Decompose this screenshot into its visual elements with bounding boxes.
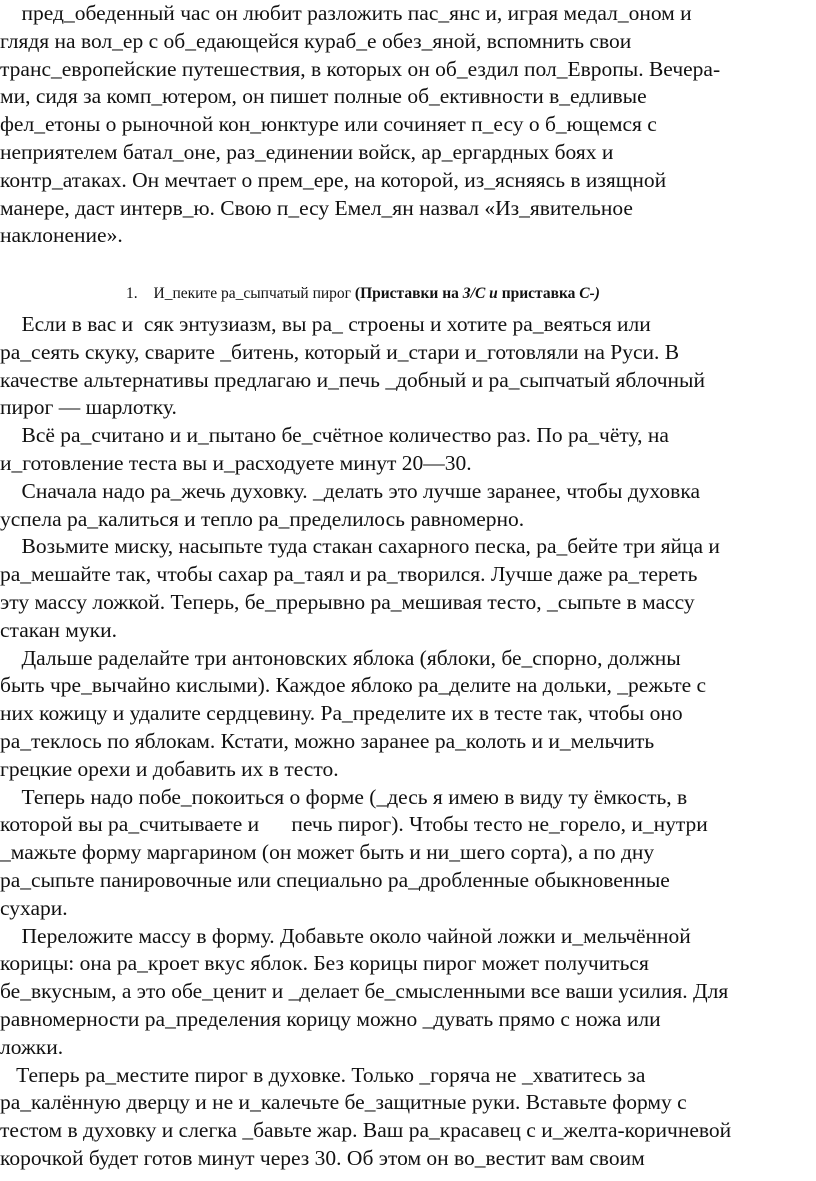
exercise-title: И_пеките ра_сыпчатый пирог xyxy=(153,285,352,302)
text-line: Теперь ра_местите пирог в духовке. Только _горяча не _хватитесь за xyxy=(0,1062,646,1087)
text-line: качестве альтернативы предлагаю и_печь _добный и ра_сыпчатый яблочный xyxy=(0,367,705,392)
text-line: манере, даст интерв_ю. Свою п_есу Емел_ян назвал «Из_явительное xyxy=(0,195,633,220)
text-line: Сначала надо ра_жечь духовку. _делать это лучше заранее, чтобы духовка xyxy=(0,478,700,503)
exercise-heading xyxy=(126,283,766,305)
exercise-topic-part1: (Приставки на xyxy=(354,285,459,302)
exercise-topic-part2: З/С и xyxy=(462,285,498,302)
text-line: неприятелем батал_оне, раз_единении войск, ар_ергардных боях и xyxy=(0,139,614,164)
text-line: Всё ра_считано и и_пытано бе_счётное количество раз. По ра_чёту, на xyxy=(0,423,669,448)
text-line: ра_сыпьте панировочные или специально ра_дробленные обыкновенные xyxy=(0,867,670,892)
text-line: пирог — шарлотку. xyxy=(0,395,177,420)
text-line: них кожицу и удалите сердцевину. Ра_пределите их в тесте так, чтобы оно xyxy=(0,701,683,726)
text-line: транс_европейские путешествия, в которых он об_ездил пол_Европы. Вечера- xyxy=(0,56,721,81)
text-line: ра_мешайте так, чтобы сахар ра_таял и ра_творился. Лучше даже ра_тереть xyxy=(0,562,698,587)
text-line: корочкой будет готов минут через 30. Об этом он во_вестит вам своим xyxy=(0,1145,645,1170)
text-line: контр_атаках. Он мечтает о прем_ере, на которой, из_ясняясь в изящной xyxy=(0,167,667,192)
text-line: равномерности ра_пределения корицу можно _дувать прямо с ножа или xyxy=(0,1006,661,1031)
text-line: Возьмите миску, насыпьте туда стакан сахарного песка, ра_бейте три яйца и xyxy=(0,534,720,559)
text-line: которой вы ра_считываете и печь пирог). Чтобы тесто не_горело, и_нутри xyxy=(0,812,708,837)
text-line: наклонение». xyxy=(0,223,123,248)
text-line: успела ра_калиться и тепло ра_пределилось равномерно. xyxy=(0,506,525,531)
text-line: ложки. xyxy=(0,1034,64,1059)
text-line: стакан муки. xyxy=(0,617,117,642)
text-line: и_готовление теста вы и_расходуете минут 20—30. xyxy=(0,450,472,475)
text-line: эту массу ложкой. Теперь, бе_прерывно ра_мешивая тесто, _сыпьте в массу xyxy=(0,589,695,614)
exercise-number: 1. xyxy=(126,285,138,302)
text-line: грецкие орехи и добавить их в тесто. xyxy=(0,756,339,781)
text-line: ра_калённую дверцу и не и_калечьте бе_защитные руки. Вставьте форму с xyxy=(0,1090,687,1115)
text-line: корицы: она ра_кроет вкус яблок. Без корицы пирог может получиться xyxy=(0,951,649,976)
text-line: глядя на вол_ер с об_едающейся кураб_е обез_яной, вспомнить свои xyxy=(0,28,632,53)
text-line: Дальше раделайте три антоновских яблока (яблоки, бе_спорно, должны xyxy=(0,645,681,670)
text-line: ра_сеять скуку, сварите _битень, который и_стари и_готовляли на Руси. В xyxy=(0,339,680,364)
text-line: бе_вкусным, а это обе_ценит и _делает бе_смысленными все ваши усилия. Для xyxy=(0,979,729,1004)
text-line: Теперь надо побе_покоиться о форме (_десь я имею в виду ту ёмкость, в xyxy=(0,784,688,809)
recipe-text xyxy=(0,311,812,1173)
text-line: быть чре_вычайно кислыми). Каждое яблоко ра_делите на дольки, _режьте с xyxy=(0,673,707,698)
text-line: ра_теклось по яблокам. Кстати, можно заранее ра_колоть и и_мельчить xyxy=(0,728,655,753)
text-line: тестом в духовку и слегка _бавьте жар. Ваш ра_красавец с и_желта-коричневой xyxy=(0,1118,732,1143)
text-line: Переложите массу в форму. Добавьте около чайной ложки и_мельчённой xyxy=(0,923,691,948)
text-line: Если в вас и сяк энтузиазм, вы ра_ строены и хотите ра_веяться или xyxy=(0,312,651,336)
text-line: сухари. xyxy=(0,895,68,920)
text-line: пред_обеденный час он любит разложить пас_янс и, играя медал_оном и xyxy=(0,1,692,25)
exercise-topic-part4: С-) xyxy=(579,285,600,302)
text-line: _мажьте форму маргарином (он может быть и ни_шего сорта), а по дну xyxy=(0,840,655,865)
text-line: фел_етоны о рыночной кон_юнктуре или сочиняет п_есу о б_ющемся с xyxy=(0,112,657,137)
exercise-topic-part3: приставка xyxy=(501,285,576,302)
text-line: ми, сидя за комп_ютером, он пишет полные об_ективности в_едливые xyxy=(0,84,647,109)
intro-paragraph xyxy=(0,0,812,250)
